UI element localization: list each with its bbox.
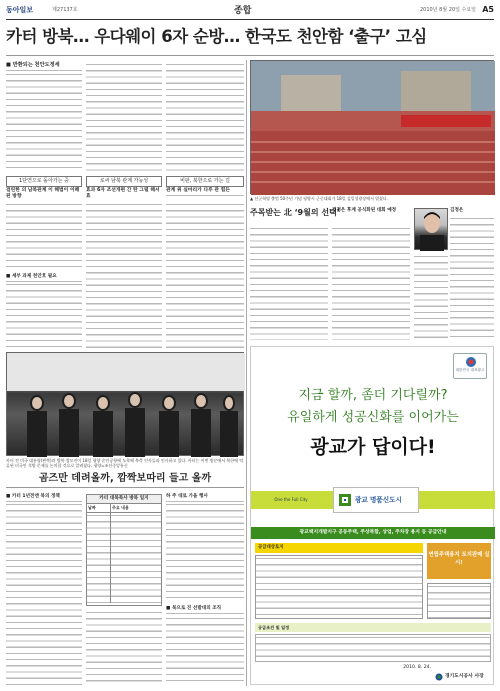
schedule-header: 공급조건 및 일정 (255, 623, 491, 632)
article-subheadline: 김정은 후계 공식화된 대회 예정 (332, 208, 397, 213)
ad-badge (453, 353, 487, 379)
article-text-block (86, 202, 162, 348)
main-headline: 카터 방북… 우다웨이 6자 순방… 한국도 천안함 ‘출구’ 고심 (6, 26, 494, 56)
supply-table (255, 555, 423, 619)
photo-caption: ▲ 선군혁명 출범 50주년 기념 평양시 군중대회가 18일 김일성광장에서 열렸다. (250, 196, 389, 201)
article-text-block (6, 72, 82, 172)
stage-box: 1단연으로 돌아가는 중 (6, 176, 82, 187)
gwanggyo-logo-icon (338, 493, 352, 507)
publication-date: 2010년 8월 20일 수요일 (419, 7, 476, 13)
table-header-row (87, 504, 161, 512)
logo-text: 광교 명품신도시 (355, 495, 402, 504)
article-text-block (250, 226, 328, 340)
issue-number: 제27137호 (52, 7, 78, 13)
article-headline: 주목받는 北 ‘9월의 선택’ (250, 208, 340, 217)
people-silhouettes (7, 353, 245, 457)
badge-emblem-icon (464, 356, 478, 368)
supply-title-bar: 광교택지개발지구 공동주택, 주상복합, 상업, 주차장 용지 등 공급안내 (251, 527, 495, 539)
issuer-name: 경기도시공사 사장 (445, 673, 484, 679)
subheading: 관계 위 실마리가 다루 관 힘든 (166, 188, 244, 196)
rally-scene (251, 61, 495, 195)
profile-name: 김정은 (450, 208, 464, 213)
article-text-block (86, 62, 162, 172)
column-divider (246, 60, 247, 686)
subheading: 효과 6자 조선개편 간 탄 그럴 해서 효 (86, 188, 162, 203)
ad-date: 2010. 8. 24. (403, 665, 431, 670)
article-text-block (166, 202, 244, 348)
article-text-block (6, 202, 82, 272)
article-text-block (166, 616, 244, 686)
profile-photo (414, 208, 448, 250)
photo-caption: 카터 전 미국 대통령(왼쪽)과 방북 참모진이 18일 평양 순안공항에 도착해 북측 인사들과 인사하고 있다. 카터는 이번 방문에서 북한에 억류된 미국인 석방 문제를 논의할 것으로 알려졌다. 평양=조선중앙통신 (6, 458, 244, 468)
table-col-date: 날짜 (87, 504, 111, 511)
newspaper-logo: 동아일보 (6, 6, 34, 14)
section-title: 종합 (234, 6, 252, 16)
gwanggyo-logo[interactable] (333, 487, 419, 513)
ad-line-2: 유일하게 성공신화를 이어가는 (287, 410, 459, 425)
gyeonggi-corp-icon (435, 673, 443, 681)
ad-line-1: 지금 할까, 좀더 기다릴까? (298, 388, 448, 403)
carter-arrival-photo (6, 352, 244, 456)
stage-box: 로씨 남북 관계 가능성 (86, 176, 162, 187)
article-text-block (86, 610, 162, 686)
table-col-content: 주요 내용 (112, 505, 129, 511)
side-promo-box[interactable]: 연립주택용지 토지판매 실시! (427, 543, 491, 579)
article-text-block (450, 216, 494, 340)
table-body (87, 513, 161, 603)
subheading: 하 주 대로 가을 행사 (166, 494, 244, 502)
ad-main-slogan: 광교가 답이다! (310, 436, 436, 458)
section-subheading: ■ 반환되는 천안도정세 (6, 62, 82, 71)
issuer-signature (435, 673, 493, 681)
gwanggyo-advertisement[interactable] (250, 346, 494, 685)
article-text-block (332, 226, 410, 340)
article-text-block (166, 62, 244, 172)
subheading: ■ 세부 과제 천안호 필요 (6, 274, 82, 282)
masthead (6, 4, 494, 20)
table-title: 카터 대북특사 방북 일지 (87, 495, 161, 504)
side-table (427, 583, 491, 619)
stage-box: 비판, 북한으로 가는 길 (166, 176, 244, 187)
supply-table-header: 공급대상토지 (255, 543, 423, 553)
pyongyang-rally-photo (250, 60, 494, 194)
secondary-headline: 곰즈만 데려올까, 깜짝보따리 들고 올까 (6, 472, 244, 488)
subheading: ■ 카터 1년전엔 북의 정책 (6, 494, 82, 502)
article-text-block (166, 502, 244, 602)
subheading: ■ 북으로 진 선발대의 조직 (166, 606, 244, 614)
article-text-block (6, 282, 82, 348)
article-text-block (414, 254, 448, 340)
person-portrait (415, 209, 449, 251)
carter-visit-table (86, 494, 162, 606)
badge-text: 대한민국 대표광고 (455, 368, 485, 372)
ad-tagline: One the Full City (274, 497, 308, 502)
schedule-table (255, 634, 491, 662)
article-text-block (6, 502, 82, 686)
page-number: A5 (482, 5, 494, 14)
subheading: 걸린한 의 남북관계 이 해법이 이해된 방향 (6, 188, 82, 203)
